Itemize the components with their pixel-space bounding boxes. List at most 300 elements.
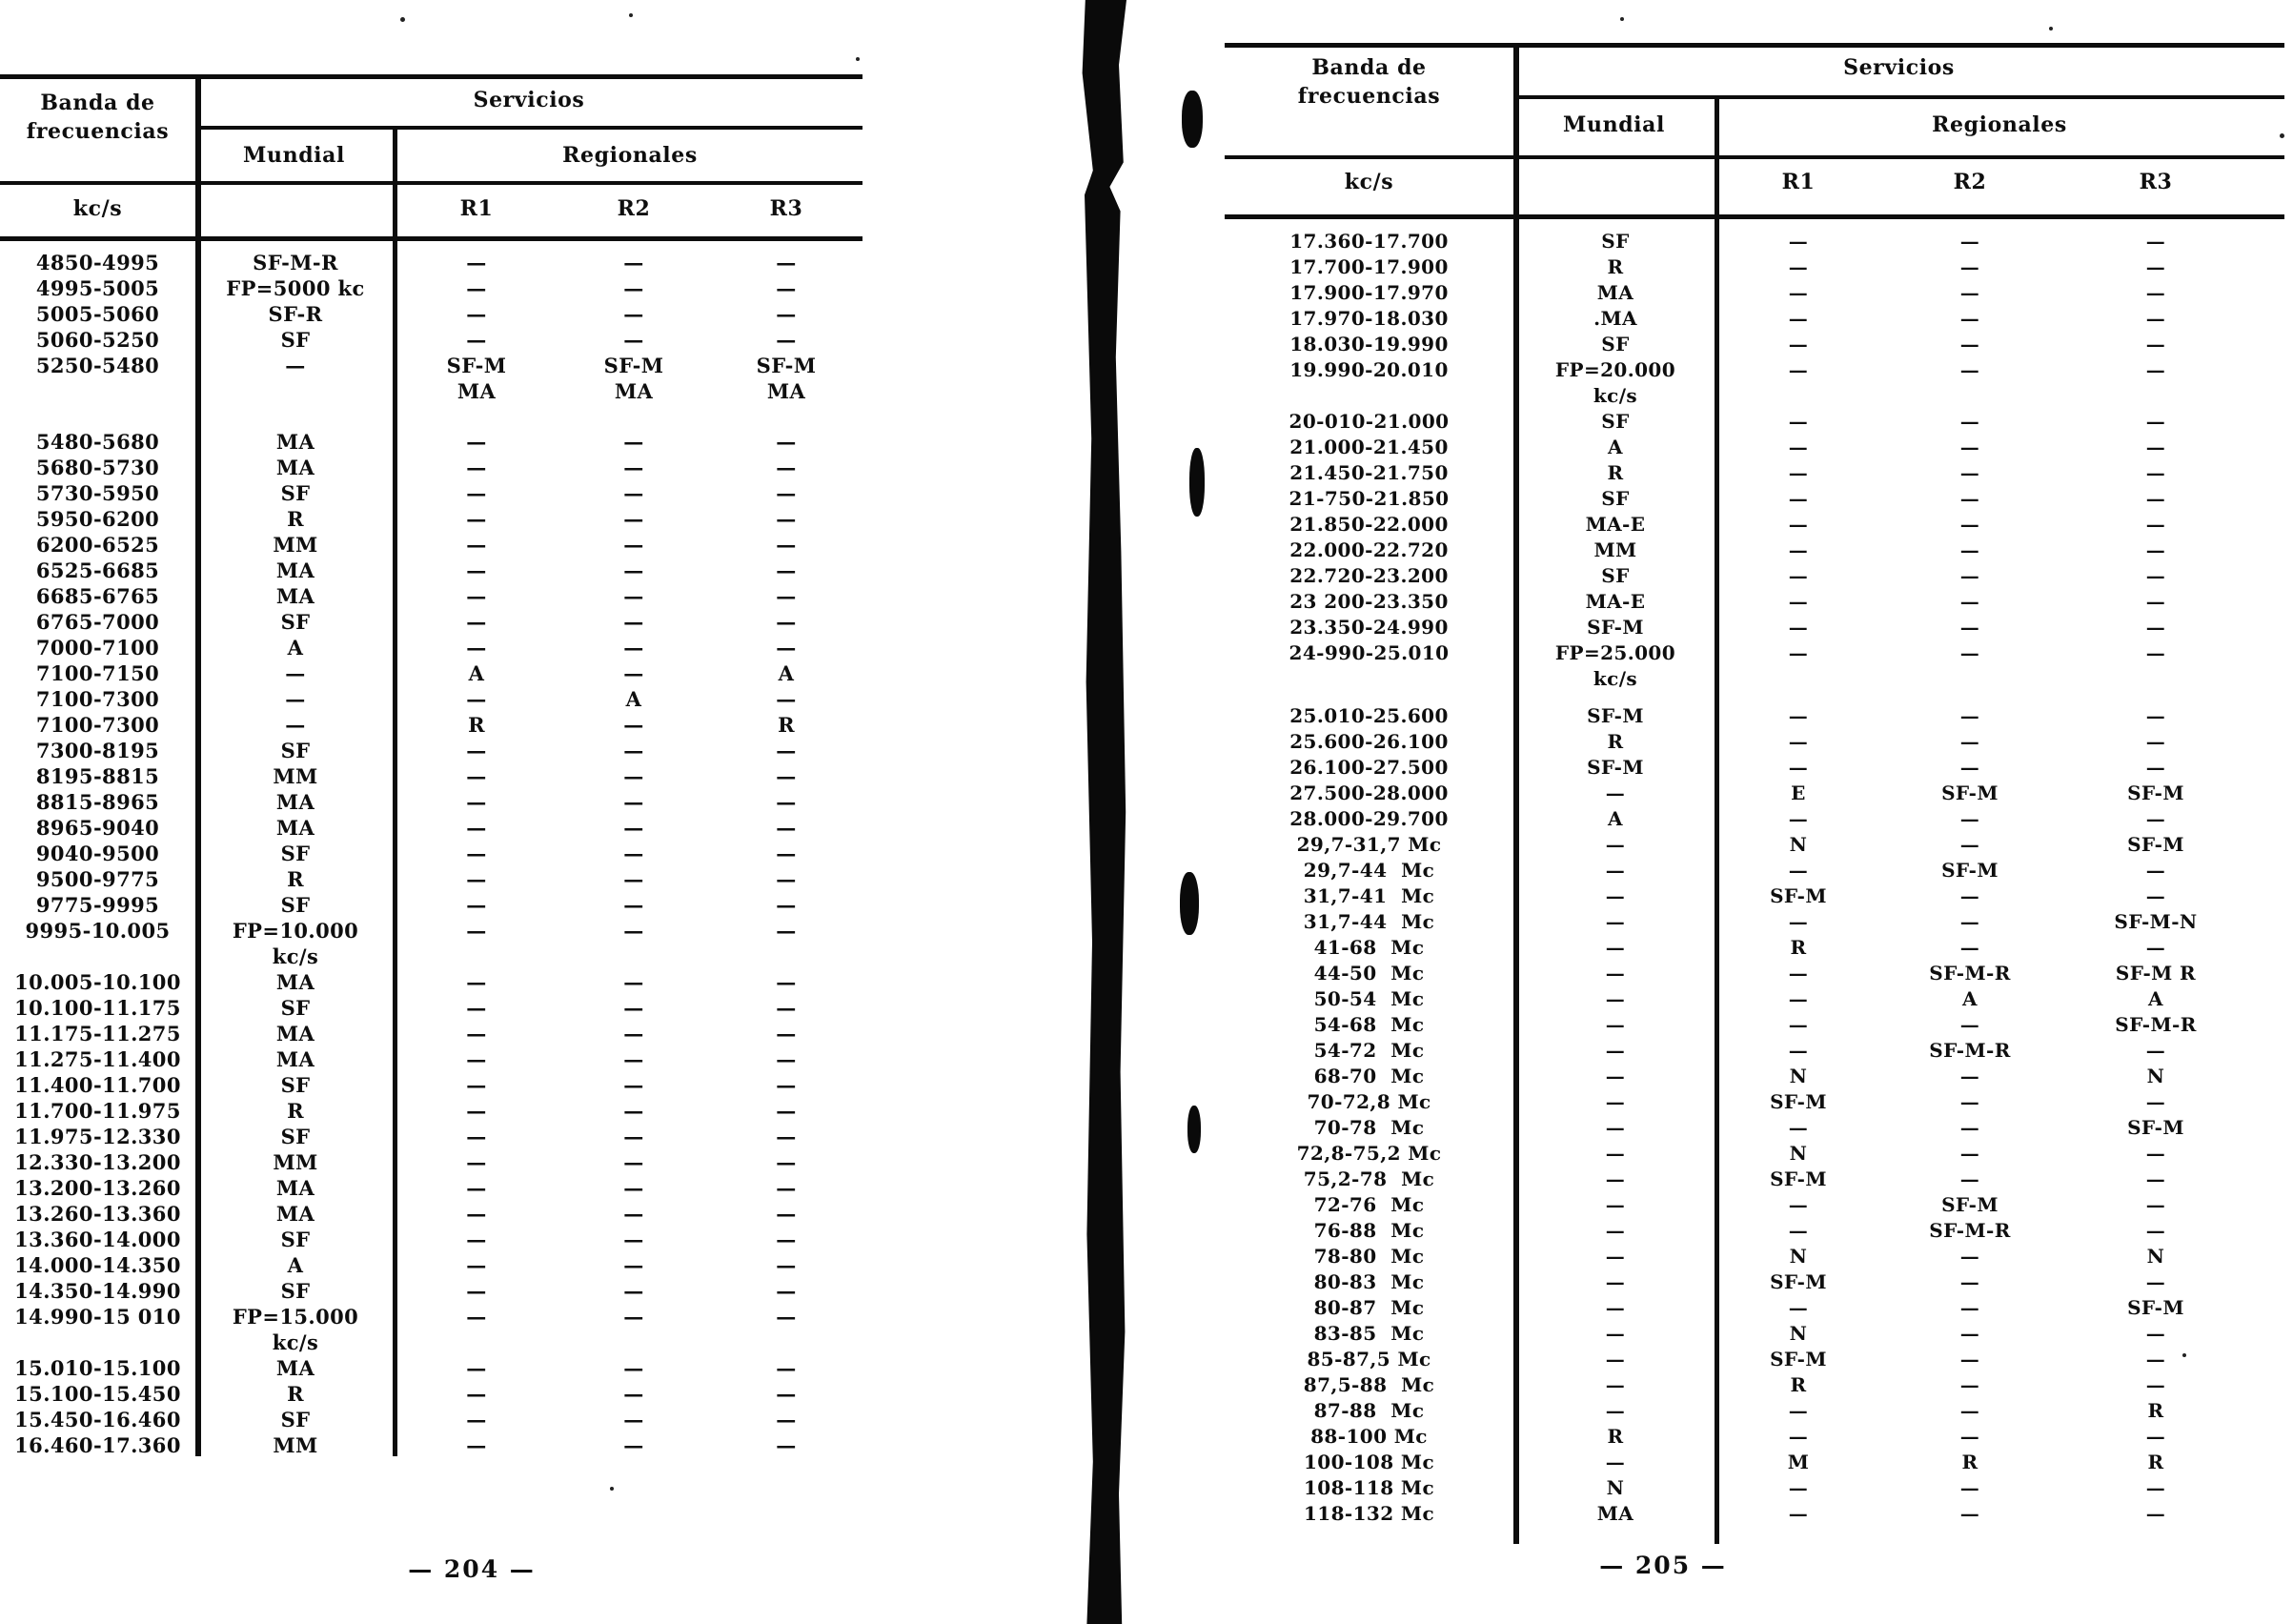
r1-cell: — [466, 1047, 487, 1071]
r3-cell: — [2145, 410, 2166, 433]
table-row [0, 892, 862, 918]
mundial-cell: — [1605, 1065, 1626, 1087]
r2-cell: — [1959, 1065, 1980, 1087]
r1-cell: R [1790, 1373, 1807, 1396]
r2-cell: — [623, 558, 644, 582]
r2-cell: A [625, 687, 642, 711]
r3-cell: — [776, 1073, 797, 1097]
mundial-cell: MA [275, 1176, 315, 1200]
r3-cell: — [776, 558, 797, 582]
mundial-cell: SF [280, 610, 311, 634]
r3-cell: — [776, 430, 797, 454]
band-cell: 9500-9775 [35, 867, 160, 891]
r1-cell: E [1791, 782, 1806, 804]
mundial-cell: SF [280, 328, 311, 352]
r2-cell: — [1959, 333, 1980, 355]
r2-cell: SF-M [1941, 1193, 1999, 1216]
mundial-cell: — [1605, 782, 1626, 804]
r1-cell: M [1787, 1451, 1810, 1473]
r3-cell: — [776, 1408, 797, 1431]
r3-cell: — [2145, 884, 2166, 907]
mundial-cell: SF [1601, 564, 1630, 587]
table-row [1225, 1141, 2283, 1167]
r1-cell: SF-M MA [446, 354, 507, 403]
r3-cell: — [2145, 255, 2166, 278]
mundial-cell: MA [1596, 281, 1634, 304]
r2-cell: — [1959, 910, 1980, 933]
r2-cell: SF-M MA [603, 354, 664, 403]
r1-cell: — [1788, 756, 1809, 779]
r3-cell: SF-M [2127, 1116, 2184, 1139]
r1-cell: — [466, 1073, 487, 1097]
r1-cell: — [1788, 910, 1809, 933]
r1-cell: — [466, 739, 487, 762]
r3-cell: SF-M-N [2114, 910, 2198, 933]
table-row [0, 815, 862, 841]
band-cell: 27.500-28.000 [1289, 782, 1449, 804]
r3-cell: — [2145, 1348, 2166, 1370]
mundial-cell: MA [275, 970, 315, 994]
r2-cell: — [1959, 1425, 1980, 1448]
r2-cell: — [1959, 410, 1980, 433]
r2-cell: — [1959, 641, 1980, 664]
table-row [0, 1278, 862, 1304]
table-row [1225, 229, 2283, 254]
r1-cell: — [1788, 1399, 1809, 1422]
band-cell: 5950-6200 [35, 507, 160, 531]
band-cell: 5480-5680 [35, 430, 160, 454]
mundial-header: Mundial [1563, 112, 1665, 137]
r1-cell: — [466, 1099, 487, 1123]
mundial-cell: MA [275, 558, 315, 582]
mundial-cell: MA [275, 1356, 315, 1380]
r2-cell: — [623, 996, 644, 1020]
r3-cell: — [2145, 616, 2166, 639]
band-cell: 87-88 Mc [1313, 1399, 1425, 1422]
r3-cell: — [776, 764, 797, 788]
r2-cell: — [1959, 461, 1980, 484]
r2-cell: — [623, 790, 644, 814]
r3-cell: — [776, 1356, 797, 1380]
table-row [0, 918, 862, 969]
mundial-header: Mundial [243, 143, 345, 168]
mundial-cell: — [1605, 1167, 1626, 1190]
r3-cell: — [776, 919, 797, 943]
mundial-cell: A [1608, 807, 1623, 830]
mundial-cell: — [1605, 1142, 1626, 1165]
r1-cell: — [466, 1022, 487, 1045]
table-row [1225, 935, 2283, 961]
mundial-cell: — [1605, 1348, 1626, 1370]
r1-cell: R [1790, 936, 1807, 959]
r3-cell: — [2145, 704, 2166, 727]
r2-cell: SF-M-R [1929, 1219, 2011, 1242]
r2-cell: — [623, 610, 644, 634]
ink-blob [1187, 1106, 1201, 1153]
band-cell: 15.010-15.100 [14, 1356, 181, 1380]
r1-cell: — [1788, 590, 1809, 613]
r3-cell: SF-M-R [2115, 1013, 2197, 1036]
band-cell: 6200-6525 [35, 533, 160, 557]
r3-cell: — [2145, 1502, 2166, 1525]
table-row [0, 1432, 862, 1458]
table-row [1225, 1167, 2283, 1192]
mundial-cell: — [1605, 1296, 1626, 1319]
mundial-cell: SF [280, 893, 311, 917]
r2-cell: — [623, 661, 644, 685]
mundial-cell: .MA [1593, 307, 1637, 330]
table-row [1225, 1372, 2283, 1398]
band-cell: 8195-8815 [35, 764, 160, 788]
table-row [0, 1149, 862, 1175]
r3-cell: — [776, 610, 797, 634]
r2-cell: — [623, 1228, 644, 1251]
r2-cell: — [1959, 704, 1980, 727]
r2-cell: — [623, 1099, 644, 1123]
band-cell: 21.450-21.750 [1289, 461, 1449, 484]
table-row [0, 1098, 862, 1124]
r3-cell: — [2145, 1270, 2166, 1293]
r1-cell: — [1788, 1013, 1809, 1036]
band-cell: 22.000-22.720 [1289, 538, 1449, 561]
r1-cell: — [466, 1253, 487, 1277]
table-rule-under-subheads-right [1225, 155, 2284, 159]
ink-speck [2049, 27, 2053, 30]
r2-cell: — [1959, 884, 1980, 907]
r3-cell: — [776, 1202, 797, 1226]
r1-cell: — [466, 1408, 487, 1431]
band-cell: 100-108 Mc [1303, 1451, 1435, 1473]
band-cell: 4850-4995 [35, 251, 160, 274]
r3-cell: N [2146, 1065, 2165, 1087]
table-row [0, 609, 862, 635]
mundial-cell: SF-M-R [253, 251, 338, 274]
r1-cell: — [1788, 962, 1809, 985]
r2-cell: — [623, 328, 644, 352]
mundial-cell: SF [280, 1125, 311, 1148]
r2-cell: — [623, 842, 644, 865]
r2-cell: — [623, 302, 644, 326]
r1-cell: — [466, 481, 487, 505]
mundial-cell: — [1605, 859, 1626, 882]
mundial-cell: SF [1601, 410, 1630, 433]
band-cell: 26.100-27.500 [1289, 756, 1449, 779]
r1-cell: — [1788, 358, 1809, 381]
mundial-cell: SF [280, 996, 311, 1020]
band-cell: 23 200-23.350 [1289, 590, 1449, 613]
band-cell: 11.400-11.700 [14, 1073, 181, 1097]
mundial-cell: — [1605, 833, 1626, 856]
r1-cell: — [466, 1202, 487, 1226]
table-row [1225, 589, 2283, 615]
mundial-cell: MM [273, 533, 318, 557]
table-row [1225, 1244, 2283, 1269]
table-row [1225, 254, 2283, 280]
ink-speck [2182, 1353, 2186, 1357]
r2-cell: — [623, 1125, 644, 1148]
r2-cell: SF-M [1941, 782, 1999, 804]
r1-cell: — [1788, 987, 1809, 1010]
r2-cell: — [1959, 1142, 1980, 1165]
band-cell: 24-990-25.010 [1289, 641, 1450, 664]
r3-cell: — [2145, 936, 2166, 959]
r2-cell: — [623, 1047, 644, 1071]
band-cell: 54-72 Mc [1313, 1039, 1425, 1062]
r3-cell: — [2145, 538, 2166, 561]
r3-cell: — [776, 1099, 797, 1123]
band-cell: 31,7-44 Mc [1303, 910, 1435, 933]
mundial-cell: R [1607, 255, 1624, 278]
r3-cell: — [776, 276, 797, 300]
table-row [0, 1355, 862, 1381]
table-row [0, 1304, 862, 1355]
mundial-cell: R [287, 507, 304, 531]
r1-cell: — [466, 558, 487, 582]
mundial-cell: SF [280, 481, 311, 505]
r1-cell: — [1788, 704, 1809, 727]
r2-cell: — [623, 456, 644, 479]
r3-cell: — [2145, 358, 2166, 381]
band-cell: 23.350-24.990 [1289, 616, 1449, 639]
mundial-cell: — [1605, 1090, 1626, 1113]
table-row [1225, 486, 2283, 512]
band-cell: 5005-5060 [35, 302, 160, 326]
r3-cell: — [2145, 333, 2166, 355]
frequency-table-left [0, 250, 862, 1458]
r3-cell: — [776, 481, 797, 505]
table-row [0, 1046, 862, 1072]
mundial-cell: — [1605, 1039, 1626, 1062]
mundial-cell: SF-M [1587, 616, 1644, 639]
band-cell: 20-010-21.000 [1289, 410, 1450, 433]
table-row [1225, 460, 2283, 486]
table-row [0, 789, 862, 815]
r3-cell: N [2146, 1245, 2165, 1268]
r1-cell: — [1788, 513, 1809, 536]
mundial-cell: SF-M [1587, 704, 1644, 727]
r2-cell: SF-M [1941, 859, 1999, 882]
table-row [1225, 1347, 2283, 1372]
r2-cell: — [623, 816, 644, 840]
r3-cell: — [2145, 1039, 2166, 1062]
r1-cell: — [466, 328, 487, 352]
band-cell: 10.005-10.100 [14, 970, 181, 994]
table-row [0, 1381, 862, 1407]
r3-cell: — [776, 1382, 797, 1406]
band-cell: 68-70 Mc [1313, 1065, 1425, 1087]
ink-speck [1620, 17, 1624, 21]
r1-cell: — [1788, 564, 1809, 587]
r2-cell: — [623, 276, 644, 300]
r1-cell: — [466, 893, 487, 917]
r3-cell: — [776, 842, 797, 865]
band-cell: 87,5-88 Mc [1303, 1373, 1435, 1396]
table-row [1225, 1475, 2283, 1501]
table-row [0, 969, 862, 995]
table-row [1225, 729, 2283, 755]
band-cell: 31,7-41 Mc [1303, 884, 1435, 907]
table-row [1225, 409, 2283, 435]
table-row [1225, 1038, 2283, 1064]
mundial-cell: SF [280, 1228, 311, 1251]
region-col-header-r3: R3 [769, 196, 803, 221]
table-row [0, 635, 862, 660]
mundial-cell: — [1605, 936, 1626, 959]
r1-cell: — [466, 1433, 487, 1457]
r1-cell: — [466, 1176, 487, 1200]
band-cell: 15.100-15.450 [14, 1382, 181, 1406]
r2-cell: — [1959, 358, 1980, 381]
r2-cell: — [1959, 590, 1980, 613]
band-cell: 5060-5250 [35, 328, 160, 352]
mundial-cell: — [285, 354, 306, 377]
r1-cell: — [1788, 616, 1809, 639]
r1-cell: — [1788, 281, 1809, 304]
r2-cell: — [623, 970, 644, 994]
r1-cell: — [466, 867, 487, 891]
mundial-cell: R [1607, 730, 1624, 753]
mundial-cell: SF-M [1587, 756, 1644, 779]
band-cell: 21.850-22.000 [1289, 513, 1449, 536]
band-cell: 80-83 Mc [1313, 1270, 1425, 1293]
r1-cell: — [466, 687, 487, 711]
mundial-cell: SF [1601, 230, 1630, 253]
table-row [0, 995, 862, 1021]
r3-cell: — [2145, 1322, 2166, 1345]
band-cell: 80-87 Mc [1313, 1296, 1425, 1319]
r3-cell: — [776, 1022, 797, 1045]
mundial-cell: A [287, 636, 304, 660]
table-row [0, 738, 862, 763]
r3-cell: A [2148, 987, 2163, 1010]
table-row [1225, 640, 2283, 692]
binding-strip [1065, 0, 1142, 1624]
r2-cell: — [1959, 807, 1980, 830]
mundial-cell: A [287, 1253, 304, 1277]
mundial-cell: — [1605, 987, 1626, 1010]
r2-cell: — [1959, 307, 1980, 330]
mundial-cell: MA [275, 1202, 315, 1226]
r1-cell: — [1788, 1296, 1809, 1319]
ink-blob [1182, 91, 1203, 148]
r2-cell: — [1959, 756, 1980, 779]
r2-cell: — [1959, 1502, 1980, 1525]
mundial-cell: SF [1601, 487, 1630, 510]
r2-cell: — [623, 1073, 644, 1097]
mundial-cell: — [1605, 910, 1626, 933]
mundial-cell: FP=20.000 kc/s [1554, 358, 1676, 407]
r1-cell: — [1788, 487, 1809, 510]
table-row [0, 660, 862, 686]
r2-cell: — [623, 713, 644, 737]
r2-cell: — [623, 533, 644, 557]
r3-cell: — [2145, 756, 2166, 779]
band-cell: 17.700-17.900 [1289, 255, 1449, 278]
band-cell: 5730-5950 [35, 481, 160, 505]
r2-cell: — [1959, 487, 1980, 510]
table-row [0, 506, 862, 532]
band-cell: 29,7-44 Mc [1303, 859, 1435, 882]
band-cell: 41-68 Mc [1313, 936, 1425, 959]
r3-cell: — [2145, 730, 2166, 753]
band-cell: 118-132 Mc [1303, 1502, 1435, 1525]
region-col-header-r3: R3 [2139, 170, 2173, 194]
table-row [1225, 755, 2283, 781]
r3-cell: — [776, 636, 797, 660]
r2-cell: — [1959, 538, 1980, 561]
mundial-cell: MA-E [1585, 513, 1646, 536]
r2-cell: SF-M-R [1929, 962, 2011, 985]
table-rule-under-servicios-left [195, 126, 862, 130]
mundial-cell: SF [1601, 333, 1630, 355]
table-row [0, 532, 862, 558]
r3-cell: — [776, 1253, 797, 1277]
r3-cell: — [2145, 461, 2166, 484]
table-row [0, 712, 862, 738]
r1-cell: A [468, 661, 485, 685]
band-cell: 17.360-17.700 [1289, 230, 1449, 253]
table-row [0, 455, 862, 480]
r3-cell: — [2145, 564, 2166, 587]
r1-cell: — [466, 816, 487, 840]
table-row [0, 1227, 862, 1252]
mundial-cell: SF [280, 1073, 311, 1097]
table-row [1225, 1012, 2283, 1038]
servicios-header: Servicios [473, 88, 585, 112]
table-row [1225, 332, 2283, 357]
r1-cell: SF-M [1770, 1270, 1827, 1293]
r2-cell: — [1959, 833, 1980, 856]
band-cell: 76-88 Mc [1313, 1219, 1425, 1242]
r2-cell: — [1959, 436, 1980, 458]
r2-cell: — [623, 1382, 644, 1406]
mundial-cell: R [287, 1099, 304, 1123]
table-row [1225, 986, 2283, 1012]
band-cell: 7000-7100 [35, 636, 160, 660]
r1-cell: N [1789, 833, 1808, 856]
r3-cell: — [2145, 1219, 2166, 1242]
r2-cell: — [623, 1022, 644, 1045]
band-cell: 4995-5005 [35, 276, 160, 300]
mundial-cell: SF [280, 1408, 311, 1431]
table-rule-header-bottom-right [1225, 214, 2284, 219]
band-cell: 10.100-11.175 [14, 996, 181, 1020]
mundial-cell: — [1605, 1013, 1626, 1036]
r1-cell: — [466, 507, 487, 531]
table-row [1225, 961, 2283, 986]
band-cell: 44-50 Mc [1313, 962, 1425, 985]
r2-cell: — [623, 919, 644, 943]
r2-cell: — [1959, 1296, 1980, 1319]
mundial-cell: MA [275, 790, 315, 814]
r1-cell: — [466, 764, 487, 788]
r2-cell: — [623, 636, 644, 660]
band-cell: 6685-6765 [35, 584, 160, 608]
mundial-cell: SF [280, 739, 311, 762]
r3-cell: — [2145, 641, 2166, 664]
ink-speck [629, 13, 633, 17]
table-row [1225, 1089, 2283, 1115]
r2-cell: — [623, 1253, 644, 1277]
r2-cell: — [623, 507, 644, 531]
mundial-cell: MA [275, 1022, 315, 1045]
band-cell: 72-76 Mc [1313, 1193, 1425, 1216]
page-number-205: — 205 — [1599, 1552, 1727, 1579]
r3-cell: — [776, 251, 797, 274]
unit-header: kc/s [72, 196, 123, 221]
mundial-cell: MA [275, 1047, 315, 1071]
mundial-cell: MM [1593, 538, 1637, 561]
